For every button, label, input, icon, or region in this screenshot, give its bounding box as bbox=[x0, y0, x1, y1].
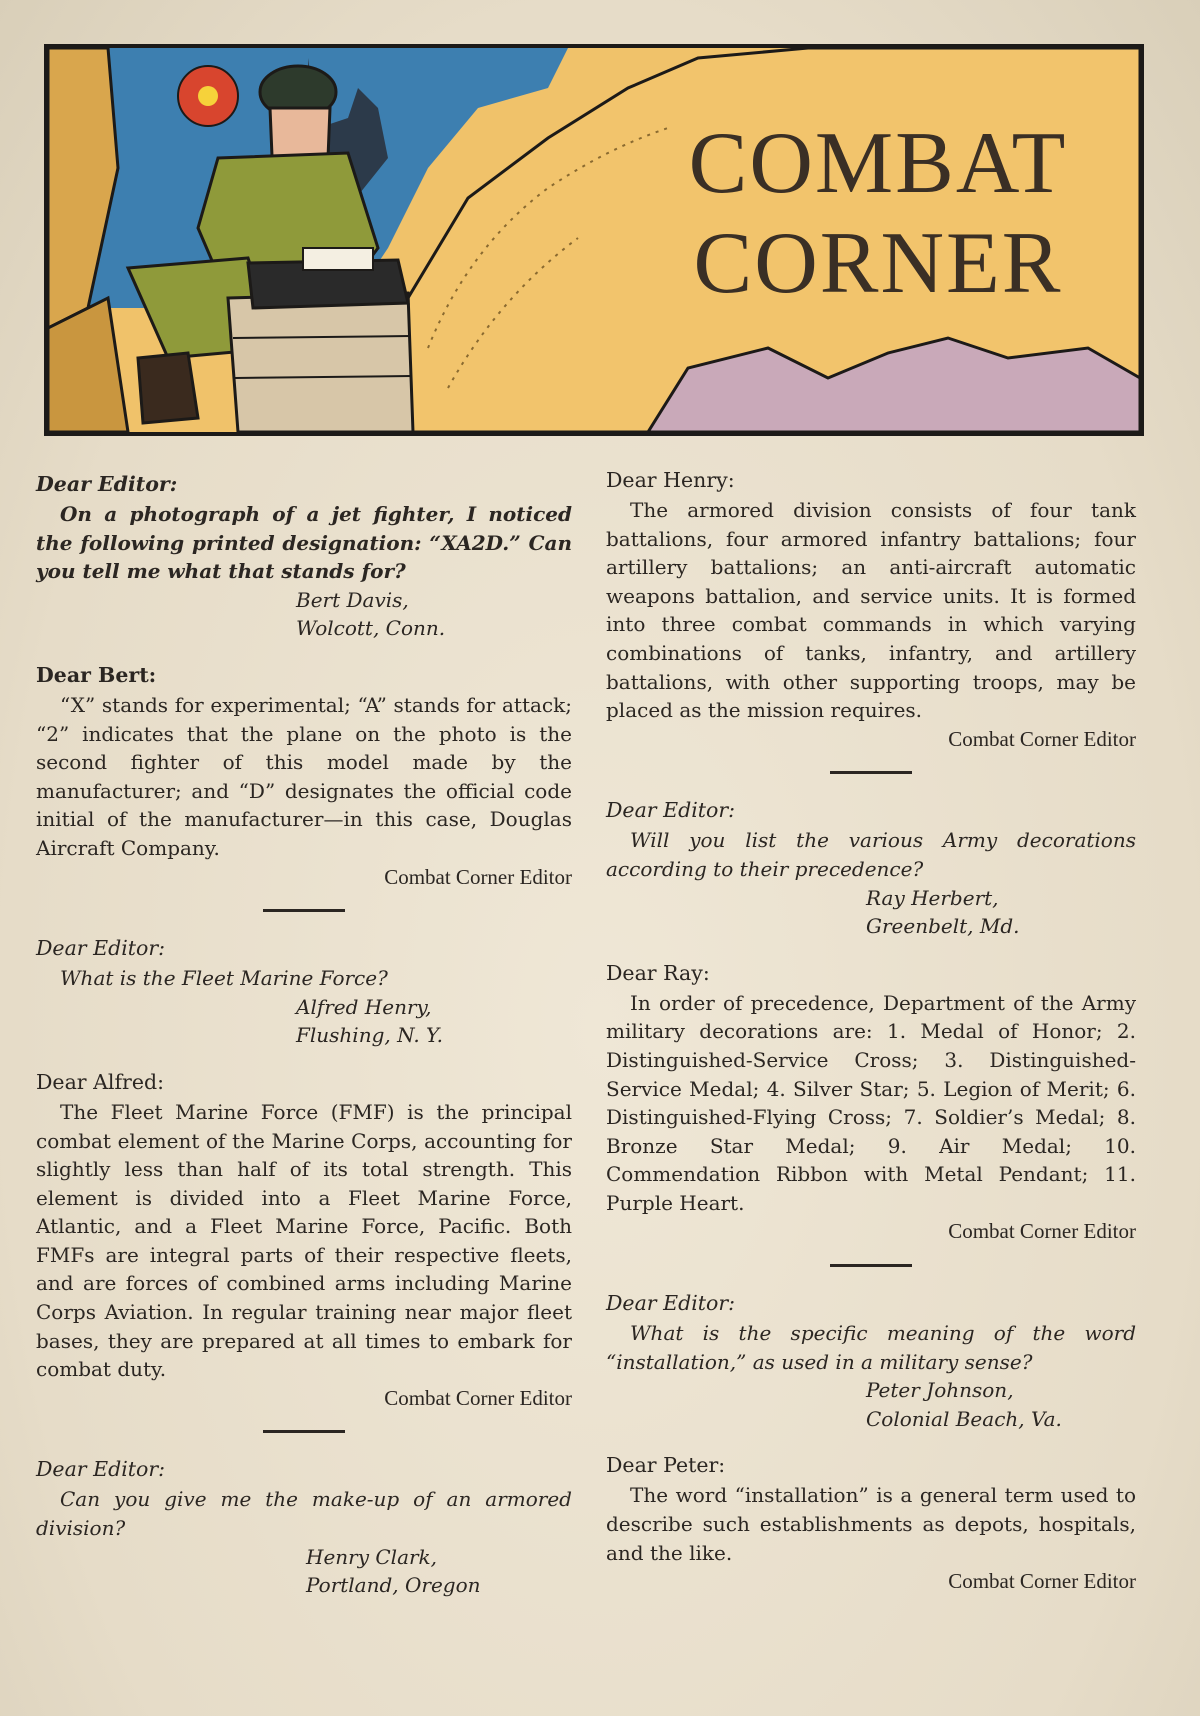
letter-text: On a photograph of a jet fighter, I noticed the following printed designation: “XA2D.” Can you tell me what that stands for? bbox=[36, 502, 572, 584]
letter-writer-location: Wolcott, Conn. bbox=[296, 616, 446, 641]
letter-salutation: Dear Editor: bbox=[36, 936, 166, 961]
section-divider bbox=[830, 771, 912, 774]
question-letter bbox=[36, 470, 572, 643]
question-letter bbox=[36, 1455, 572, 1599]
letter-text: What is the specific meaning of the word “installation,” as used in a military sense? bbox=[606, 1321, 1136, 1374]
letter-text: What is the Fleet Marine Force? bbox=[60, 966, 388, 991]
reply-letter bbox=[36, 1068, 572, 1413]
letter-salutation: Dear Editor: bbox=[36, 1457, 166, 1482]
letter-writer-location: Flushing, N. Y. bbox=[296, 1023, 444, 1048]
letter-text: Can you give me the make-up of an armored division? bbox=[36, 1487, 572, 1541]
reply-letter bbox=[606, 1451, 1136, 1595]
header-banner bbox=[44, 44, 1144, 436]
banner-title-line1: COMBAT bbox=[688, 115, 1068, 212]
letter-writer-name: Henry Clark, bbox=[306, 1544, 438, 1569]
reply-letter bbox=[606, 466, 1136, 753]
banner-title-line2: CORNER bbox=[693, 215, 1063, 312]
right-column bbox=[606, 466, 1136, 1614]
reply-salutation: Dear Henry: bbox=[606, 468, 735, 492]
reply-signature: Combat Corner Editor bbox=[384, 1385, 572, 1410]
question-letter bbox=[606, 796, 1136, 940]
reply-text: The armored division consists of four tank battalions, four armored infantry battalions; four artillery battalions; an anti-aircraft automatic weapons battalion, and service units. It is formed into three combat commands in which varying combinations of tanks, infantry, and artillery battalions, with other supporting troops, may be placed as the mission requires. bbox=[606, 498, 1136, 723]
question-letter bbox=[606, 1289, 1136, 1433]
reply-text: The Fleet Marine Force (FMF) is the principal combat element of the Marine Corps, accounting for slightly less than half of its total strength. This element is divided into a Fleet Marine Force, Atlantic, and a Fleet Marine Force, Pacific. Both FMFs are integral parts of their respective fleets, and are forces of combined arms including Marine Corps Aviation. In regular training near major fleet bases, they are prepared at all times to embark for combat duty. bbox=[36, 1099, 572, 1382]
reply-text: The word “installation” is a general term used to describe such establishments as depots, hospitals, and the like. bbox=[606, 1483, 1136, 1565]
section-divider bbox=[263, 909, 345, 912]
letter-writer-location: Greenbelt, Md. bbox=[866, 914, 1020, 939]
reply-letter bbox=[606, 959, 1136, 1246]
letter-salutation: Dear Editor: bbox=[36, 472, 178, 496]
reply-salutation: Dear Peter: bbox=[606, 1453, 726, 1478]
reply-signature: Combat Corner Editor bbox=[948, 1219, 1136, 1244]
letter-writer-name: Peter Johnson, bbox=[866, 1378, 1014, 1403]
reply-signature: Combat Corner Editor bbox=[948, 726, 1136, 751]
reply-text: “X” stands for experimental; “A” stands for attack; “2” indicates that the plane on the photo is the second fighter of this model made by the manufacturer; and “D” designates the official code initial of the manufacturer—in this case, Douglas Aircraft Company. bbox=[36, 692, 572, 860]
banner-title bbox=[668, 114, 1088, 314]
letter-writer-location: Portland, Oregon bbox=[306, 1573, 481, 1598]
section-divider bbox=[263, 1430, 345, 1433]
reply-salutation: Dear Bert: bbox=[36, 662, 157, 687]
section-divider bbox=[830, 1264, 912, 1267]
reply-salutation: Dear Ray: bbox=[606, 960, 710, 985]
letter-text: Will you list the various Army decorations according to their precedence? bbox=[606, 828, 1136, 881]
letter-writer-name: Bert Davis, bbox=[296, 587, 409, 612]
letter-writer-name: Alfred Henry, bbox=[296, 994, 432, 1019]
reply-letter bbox=[36, 661, 572, 891]
reply-signature: Combat Corner Editor bbox=[384, 864, 572, 889]
reply-signature: Combat Corner Editor bbox=[948, 1569, 1136, 1594]
letter-writer-name: Ray Herbert, bbox=[866, 885, 999, 910]
letter-salutation: Dear Editor: bbox=[606, 798, 736, 823]
reply-text: In order of precedence, Department of the Army military decorations are: 1. Medal of Honor; 2. Distinguished-Service Cross; 3. Distinguished-Service Medal; 4. Silver Star; 5. Legion of Merit; 6. Distinguished-Flying Cross; 7. Soldier’s Medal; 8. Bronze Star Medal; 9. Air Medal; 10. Commendation Ribbon with Metal Pendant; 11. Purple Heart. bbox=[606, 990, 1136, 1215]
question-letter bbox=[36, 934, 572, 1050]
left-column bbox=[36, 470, 572, 1618]
letter-writer-location: Colonial Beach, Va. bbox=[866, 1406, 1062, 1431]
letter-salutation: Dear Editor: bbox=[606, 1291, 736, 1316]
reply-salutation: Dear Alfred: bbox=[36, 1069, 165, 1094]
